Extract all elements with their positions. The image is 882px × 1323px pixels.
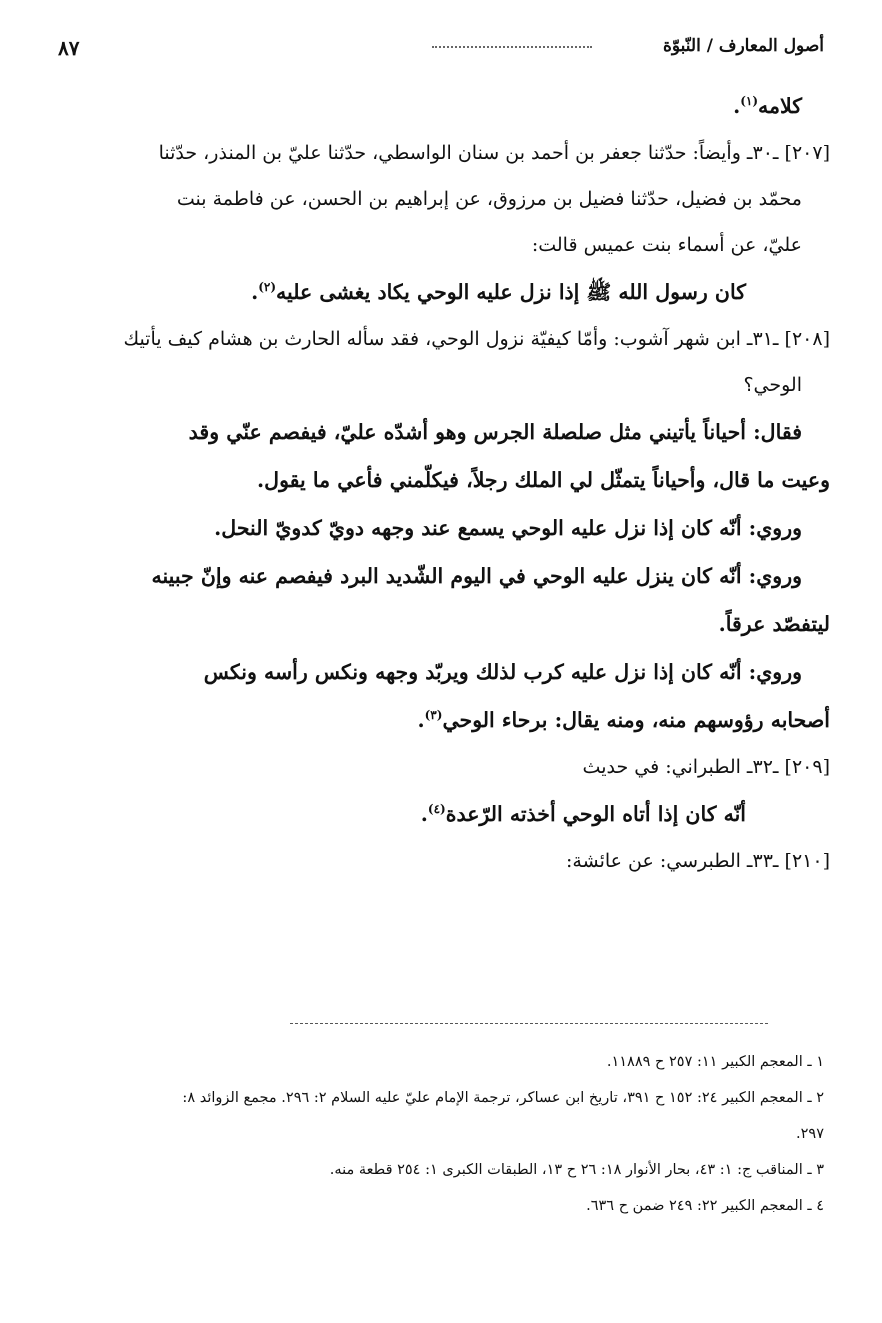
hadith-quote: أنّه كان إذا أتاه الوحي أخذته الرّعدة$^{(٤)}$. [420, 802, 746, 826]
leader-dots [432, 46, 592, 48]
page-header [58, 36, 824, 72]
footnote-3: ٣ ـ المناقب ج: ١: ٤٣، بحار الأنوار ١٨: ٢٦ ح ١٣، الطبقات الكبرى ١: ٢٥٤ قطعة منه. [329, 1162, 824, 1178]
footnotes [52, 1044, 824, 1224]
main-text [58, 82, 830, 884]
hadith-quote: كان رسول الله ﷺ إذا نزل عليه الوحي يكاد يغشى عليه$^{(٢)}$. [251, 280, 746, 304]
footnote-ref: (٤) [427, 802, 446, 817]
footnote-ref: (١) [740, 94, 759, 109]
page-number: ٨٧ [58, 36, 80, 60]
text-line: الوحي؟ [743, 374, 802, 396]
hadith-quote: أصحابه رؤوسهم منه، ومنه يقال: برحاء الوحي$^{(٣)}$. [417, 708, 830, 732]
hadith-quote: وروي: أنّه كان ينزل عليه الوحي في اليوم الشّديد البرد فيفصم عنه وإنّ جبينه [151, 564, 802, 588]
footnote-1: ١ ـ المعجم الكبير ١١: ٢٥٧ ح ١١٨٨٩. [606, 1054, 824, 1070]
hadith-entry-208: [٢٠٨] ـ٣١ـ ابن شهر آشوب: وأمّا كيفيّة نزول الوحي، فقد سأله الحارث بن هشام كيف يأتيك [123, 328, 830, 350]
hadith-quote: فقال: أحياناً يأتيني مثل صلصلة الجرس وهو أشدّه عليّ، فيفصم عنّي وقد [188, 420, 802, 444]
footnote-ref: (٣) [424, 708, 443, 723]
hadith-entry-207: [٢٠٧] ـ٣٠ـ وأيضاً: حدّثنا جعفر بن أحمد بن سنان الواسطي، حدّثنا عليّ بن المنذر، حدّثنا [158, 142, 830, 164]
text-line: عليّ، عن أسماء بنت عميس قالت: [531, 234, 802, 256]
footnote-4: ٤ ـ المعجم الكبير ٢٢: ٢٤٩ ضمن ح ٦٣٦. [586, 1198, 824, 1214]
text-line: كلامه$^{(١)}$. [733, 94, 802, 118]
text-line: محمّد بن فضيل، حدّثنا فضيل بن مرزوق، عن إبراهيم بن الحسن، عن فاطمة بنت [176, 188, 802, 210]
running-title: أصول المعارف / النّبوّة [662, 36, 824, 56]
footnote-2-continued: ٢٩٧. [796, 1126, 824, 1142]
hadith-quote: وروي: أنّه كان إذا نزل عليه كرب لذلك ويربّد وجهه ونكس رأسه ونكس [203, 660, 802, 684]
hadith-quote: وروي: أنّه كان إذا نزل عليه الوحي يسمع عند وجهه دويّ كدويّ النحل. [214, 516, 802, 540]
hadith-entry-210: [٢١٠] ـ٣٣ـ الطبرسي: عن عائشة: [566, 850, 830, 872]
hadith-quote: وعيت ما قال، وأحياناً يتمثّل لي الملك رجلاً، فيكلّمني فأعي ما يقول. [257, 468, 830, 492]
footnote-ref: (٢) [258, 280, 277, 295]
hadith-entry-209: [٢٠٩] ـ٣٢ـ الطبراني: في حديث [582, 756, 830, 778]
hadith-quote: ليتفصّد عرقاً. [718, 612, 830, 636]
footnote-2: ٢ ـ المعجم الكبير ٢٤: ١٥٢ ح ٣٩١، تاريخ ابن عساكر، ترجمة الإمام عليّ عليه السلام ٢: ٢٩٦. مجمع الزوائد ٨: [182, 1090, 824, 1106]
footnote-divider [290, 1023, 768, 1024]
